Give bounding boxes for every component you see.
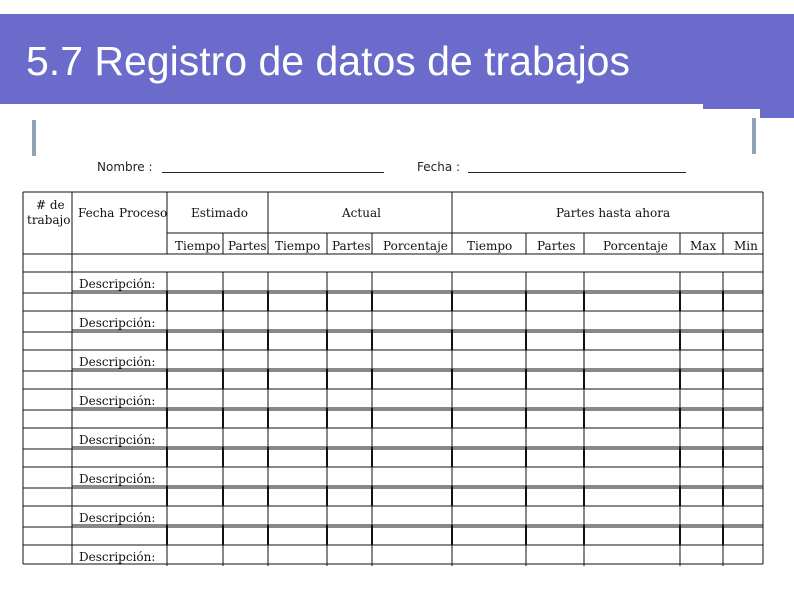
- subheader-ps-time: Tiempo: [467, 239, 513, 253]
- description-label: Descripción:: [79, 277, 156, 291]
- subheader-act-parts: Partes: [332, 239, 371, 253]
- description-label: Descripción:: [79, 550, 156, 564]
- subheader-ps-percent: Porcentaje: [603, 239, 668, 253]
- header-actual: Actual: [342, 206, 381, 220]
- header-parts-so-far: Partes hasta ahora: [556, 206, 671, 220]
- header-process: Proceso: [119, 206, 168, 220]
- description-label: Descripción:: [79, 511, 156, 525]
- description-label: Descripción:: [79, 433, 156, 447]
- header-estimated: Estimado: [191, 206, 249, 220]
- subheader-ps-parts: Partes: [537, 239, 576, 253]
- header-date: Fecha: [78, 206, 115, 220]
- subheader-est-parts: Partes: [228, 239, 267, 253]
- header-job-number-line1: # de: [36, 198, 65, 212]
- subheader-act-time: Tiempo: [275, 239, 321, 253]
- description-label: Descripción:: [79, 316, 156, 330]
- table-grid-dividers: [167, 291, 723, 545]
- date-label: Fecha :: [417, 160, 461, 174]
- description-label: Descripción:: [79, 472, 156, 486]
- description-label: Descripción:: [79, 355, 156, 369]
- slide-title: 5.7 Registro de datos de trabajos: [26, 38, 630, 84]
- subheader-act-percent: Porcentaje: [383, 239, 448, 253]
- subheader-est-time: Tiempo: [175, 239, 221, 253]
- subheader-min: Min: [734, 239, 758, 253]
- description-label: Descripción:: [79, 394, 156, 408]
- name-label: Nombre :: [97, 160, 153, 174]
- subheader-max: Max: [690, 239, 717, 253]
- header-job-number-line2: trabajo: [27, 213, 71, 227]
